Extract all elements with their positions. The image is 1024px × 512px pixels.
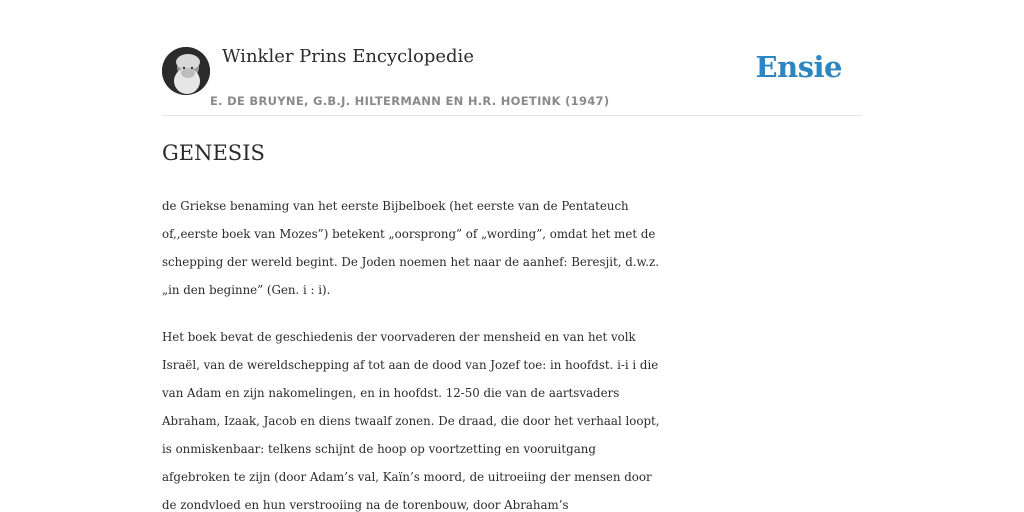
page-title: GENESIS [162, 141, 265, 165]
text-line: de Griekse benaming van het eerste Bijbelboek (het eerste van de Pentateuch [162, 199, 629, 213]
text-line: van Adam en zijn nakomelingen, en in hoofdst. 12-50 die van de aartsvaders [162, 386, 620, 400]
paragraph-1 [162, 192, 868, 304]
encyclopedia-title[interactable]: Winkler Prins Encyclopedie [222, 46, 474, 67]
text-line: schepping der wereld begint. De Joden noemen het naar de aanhef: Beresjit, d.w.z. [162, 255, 659, 269]
text-line: Abraham, Izaak, Jacob en diens twaalf zonen. De draad, die door het verhaal loopt, [162, 414, 660, 428]
text-line: is onmiskenbaar: telkens schijnt de hoop op voortzetting en vooruitgang [162, 442, 596, 456]
text-line: afgebroken te zijn (door Adam’s val, Kaïn’s moord, de uitroeiing der mensen door [162, 470, 652, 484]
author-portrait-icon [162, 47, 210, 95]
brand-logo[interactable]: Ensie [755, 50, 842, 84]
page [162, 0, 862, 512]
text-line: de zondvloed en hun verstrooiing na de torenbouw, door Abraham’s [162, 498, 569, 512]
authors-line: E. DE BRUYNE, G.B.J. HILTERMANN EN H.R. HOETINK (1947) [210, 94, 610, 108]
text-line: Israël, van de wereldschepping af tot aan de dood van Jozef toe: in hoofdst. i-i i die [162, 358, 659, 372]
text-line: „in den beginne” (Gen. i : i). [162, 283, 331, 297]
header [162, 0, 862, 116]
author-avatar [162, 47, 210, 95]
text-line: Het boek bevat de geschiedenis der voorvaderen der mensheid en van het volk [162, 330, 636, 344]
text-line: of,,eerste boek van Mozes”) betekent „oorsprong” of „wording”, omdat het met de [162, 227, 656, 241]
paragraph-2 [162, 323, 868, 512]
